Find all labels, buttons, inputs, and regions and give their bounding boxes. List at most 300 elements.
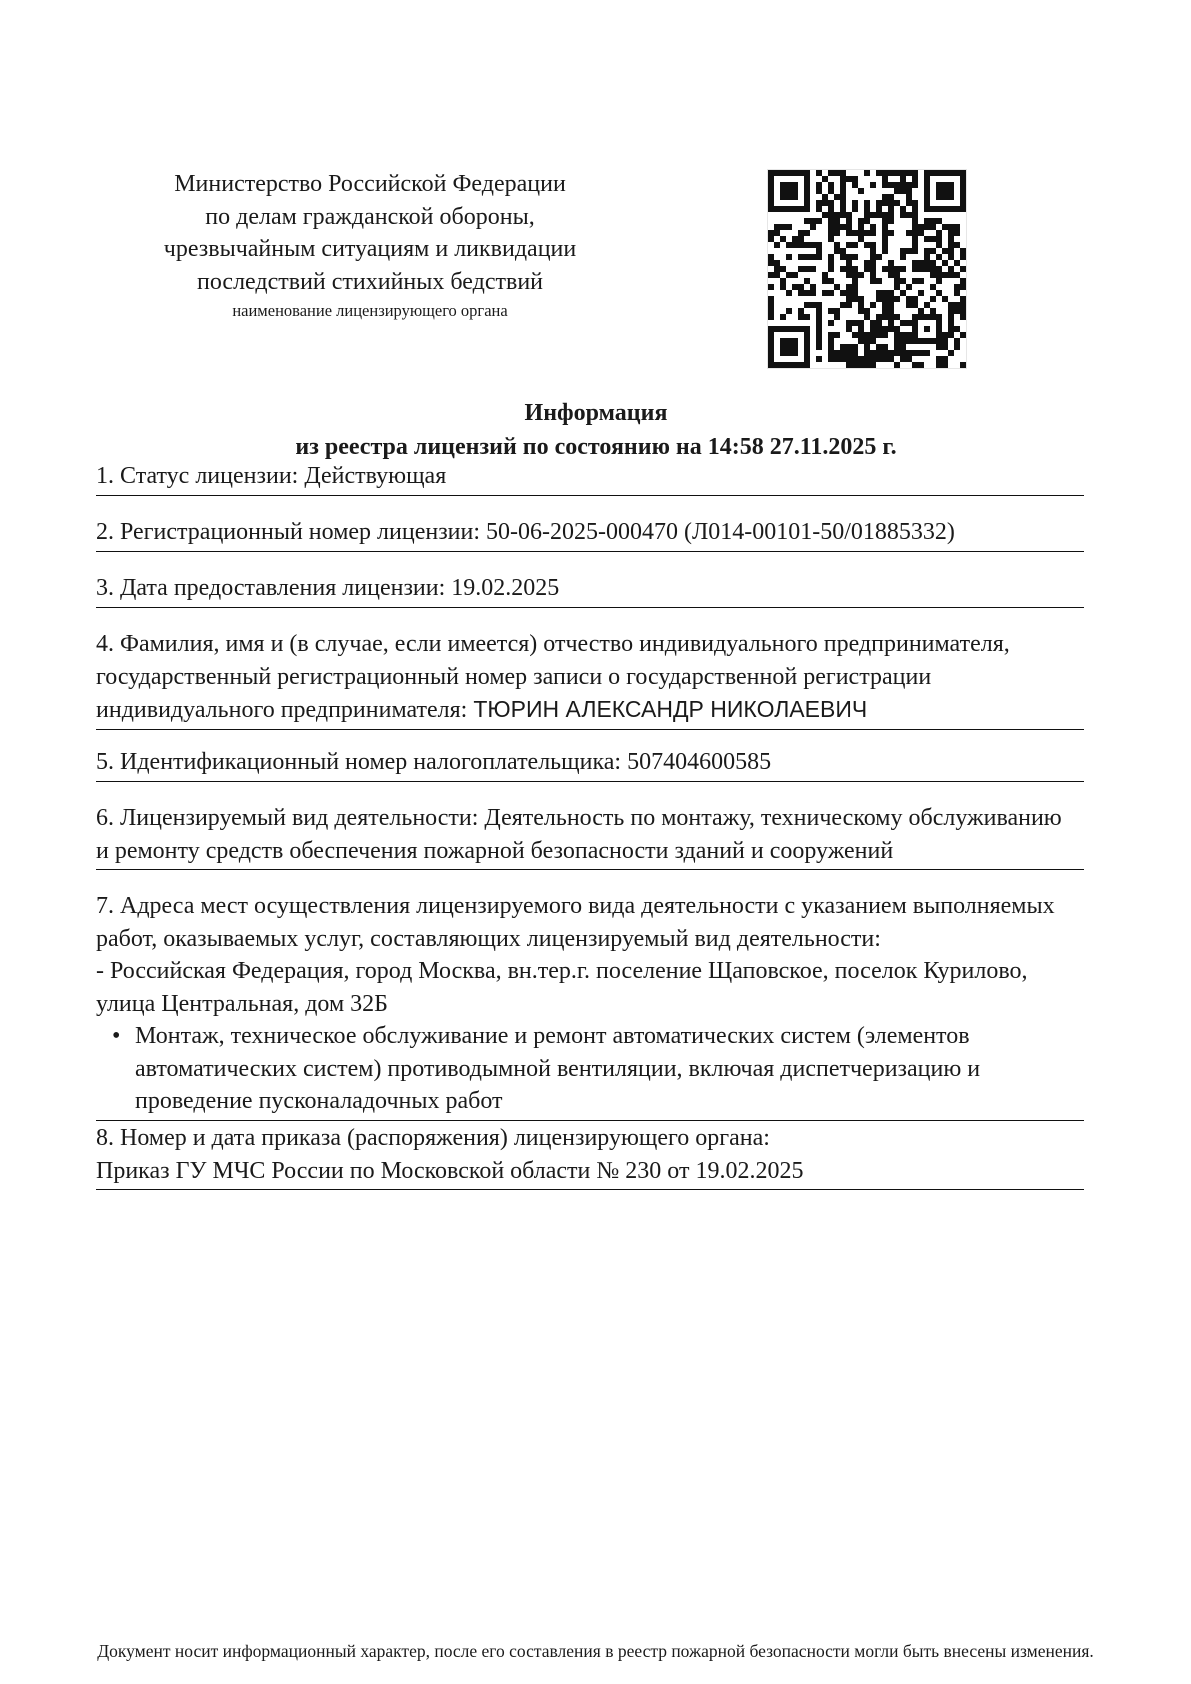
qr-module: [906, 182, 912, 188]
qr-module: [804, 176, 810, 182]
qr-module: [870, 182, 876, 188]
qr-module: [798, 266, 804, 272]
qr-module: [834, 248, 840, 254]
qr-module: [798, 284, 804, 290]
qr-module: [828, 260, 834, 266]
qr-module: [882, 218, 888, 224]
qr-module: [810, 218, 816, 224]
qr-module: [786, 182, 792, 188]
qr-module: [954, 290, 960, 296]
qr-module: [888, 296, 894, 302]
qr-module: [876, 254, 882, 260]
qr-module: [930, 170, 936, 176]
qr-module: [852, 332, 858, 338]
qr-module: [882, 290, 888, 296]
qr-module: [768, 344, 774, 350]
qr-module: [906, 332, 912, 338]
qr-module: [786, 344, 792, 350]
qr-module: [786, 254, 792, 260]
qr-module: [792, 284, 798, 290]
qr-module: [780, 224, 786, 230]
qr-module: [924, 194, 930, 200]
qr-module: [828, 338, 834, 344]
qr-module: [960, 302, 966, 308]
qr-module: [948, 248, 954, 254]
qr-module: [798, 254, 804, 260]
qr-module: [912, 248, 918, 254]
qr-module: [924, 218, 930, 224]
registration-number-value: 50-06-2025-000470 (Л014-00101-50/01885332): [486, 519, 955, 545]
qr-module: [912, 170, 918, 176]
qr-module: [912, 314, 918, 320]
qr-module: [792, 242, 798, 248]
qr-module: [924, 248, 930, 254]
qr-module: [960, 314, 966, 320]
qr-module: [894, 200, 900, 206]
qr-module: [846, 224, 852, 230]
qr-module: [906, 200, 912, 206]
qr-module: [930, 338, 936, 344]
licensing-authority: [120, 168, 620, 322]
qr-module: [774, 260, 780, 266]
qr-module: [828, 170, 834, 176]
qr-module: [852, 344, 858, 350]
qr-module: [954, 206, 960, 212]
qr-module: [864, 230, 870, 236]
qr-module: [834, 356, 840, 362]
qr-module: [882, 248, 888, 254]
qr-module: [924, 182, 930, 188]
qr-module: [840, 350, 846, 356]
qr-module: [768, 206, 774, 212]
qr-module: [912, 218, 918, 224]
qr-module: [804, 188, 810, 194]
qr-module: [906, 212, 912, 218]
qr-module: [846, 302, 852, 308]
qr-module: [936, 230, 942, 236]
qr-module: [858, 332, 864, 338]
qr-module: [780, 314, 786, 320]
qr-module: [822, 272, 828, 278]
qr-module: [912, 350, 918, 356]
authority-line-4: последствий стихийных бедствий: [196, 268, 544, 295]
qr-module: [828, 254, 834, 260]
qr-module: [948, 350, 954, 356]
qr-module: [804, 338, 810, 344]
qr-module: [804, 302, 810, 308]
qr-module: [768, 254, 774, 260]
qr-module: [822, 290, 828, 296]
qr-module: [900, 338, 906, 344]
qr-module: [900, 290, 906, 296]
qr-module: [852, 362, 858, 368]
qr-module: [936, 182, 942, 188]
authority-line-1: Министерство Российской Федерации: [174, 171, 566, 197]
qr-module: [780, 182, 786, 188]
qr-module: [822, 176, 828, 182]
qr-module: [888, 302, 894, 308]
qr-module: [948, 194, 954, 200]
qr-module: [804, 200, 810, 206]
qr-module: [942, 260, 948, 266]
qr-module: [900, 266, 906, 272]
qr-module: [948, 332, 954, 338]
qr-module: [816, 248, 822, 254]
qr-module: [912, 212, 918, 218]
qr-module: [768, 182, 774, 188]
order-field: [96, 1122, 1084, 1190]
qr-module: [768, 326, 774, 332]
qr-module: [930, 248, 936, 254]
qr-module: [888, 326, 894, 332]
qr-module: [870, 320, 876, 326]
qr-module: [786, 170, 792, 176]
qr-module: [888, 314, 894, 320]
qr-module: [960, 206, 966, 212]
qr-module: [804, 254, 810, 260]
qr-module: [786, 308, 792, 314]
qr-module: [936, 314, 942, 320]
qr-module: [834, 212, 840, 218]
qr-module: [906, 230, 912, 236]
qr-module: [834, 350, 840, 356]
qr-module: [792, 206, 798, 212]
qr-module: [930, 308, 936, 314]
qr-module: [942, 194, 948, 200]
qr-module: [852, 356, 858, 362]
qr-module: [894, 170, 900, 176]
qr-module: [924, 176, 930, 182]
qr-module: [900, 206, 906, 212]
qr-module: [852, 182, 858, 188]
qr-module: [888, 320, 894, 326]
qr-module: [960, 188, 966, 194]
qr-module: [792, 326, 798, 332]
qr-module: [900, 212, 906, 218]
qr-module: [774, 170, 780, 176]
qr-module: [864, 308, 870, 314]
qr-module: [936, 242, 942, 248]
qr-module: [846, 344, 852, 350]
qr-module: [894, 266, 900, 272]
addresses-line-1: 7. Адреса мест осуществления лицензируемого вида деятельности с указанием выполняемых: [96, 893, 1055, 919]
qr-module: [804, 194, 810, 200]
qr-module: [924, 266, 930, 272]
qr-module: [816, 302, 822, 308]
qr-module: [960, 194, 966, 200]
qr-module: [870, 332, 876, 338]
qr-module: [774, 266, 780, 272]
qr-module: [858, 362, 864, 368]
qr-module: [870, 266, 876, 272]
qr-module: [894, 314, 900, 320]
qr-module: [948, 182, 954, 188]
qr-module: [948, 302, 954, 308]
qr-module: [936, 326, 942, 332]
qr-module: [948, 314, 954, 320]
qr-module: [948, 230, 954, 236]
qr-module: [828, 350, 834, 356]
qr-module: [912, 242, 918, 248]
qr-module: [816, 206, 822, 212]
qr-module: [876, 278, 882, 284]
qr-module: [882, 176, 888, 182]
qr-module: [894, 344, 900, 350]
qr-module: [780, 350, 786, 356]
qr-module: [912, 200, 918, 206]
qr-module: [888, 260, 894, 266]
qr-module: [942, 332, 948, 338]
qr-module: [942, 224, 948, 230]
qr-module: [846, 272, 852, 278]
qr-module: [870, 212, 876, 218]
work-line-3: проведение пусконаладочных работ: [135, 1088, 503, 1114]
qr-module: [852, 272, 858, 278]
qr-module: [864, 362, 870, 368]
qr-module: [828, 278, 834, 284]
qr-module: [834, 314, 840, 320]
qr-module: [924, 170, 930, 176]
qr-module: [882, 200, 888, 206]
qr-module: [894, 296, 900, 302]
qr-module: [804, 218, 810, 224]
qr-module: [852, 320, 858, 326]
qr-module: [846, 284, 852, 290]
qr-module: [810, 302, 816, 308]
qr-module: [906, 338, 912, 344]
qr-module: [936, 356, 942, 362]
qr-module: [912, 362, 918, 368]
qr-module: [870, 254, 876, 260]
qr-module: [816, 218, 822, 224]
qr-module: [954, 284, 960, 290]
qr-module: [900, 332, 906, 338]
issue-date-label: 3. Дата предоставления лицензии:: [96, 575, 452, 601]
registration-number-label: 2. Регистрационный номер лицензии:: [96, 519, 487, 545]
qr-module: [906, 296, 912, 302]
qr-module: [768, 236, 774, 242]
qr-module: [918, 230, 924, 236]
qr-module: [858, 302, 864, 308]
qr-module: [840, 182, 846, 188]
qr-module: [864, 266, 870, 272]
qr-module: [912, 176, 918, 182]
qr-module: [816, 314, 822, 320]
qr-module: [912, 206, 918, 212]
activity-field: [96, 802, 1084, 870]
qr-module: [876, 206, 882, 212]
qr-module: [894, 182, 900, 188]
authority-line-2: по делам гражданской обороны,: [205, 203, 535, 230]
qr-module: [954, 326, 960, 332]
qr-module: [936, 332, 942, 338]
qr-module: [834, 230, 840, 236]
qr-module: [840, 200, 846, 206]
qr-module: [774, 326, 780, 332]
qr-module: [798, 242, 804, 248]
qr-module: [900, 248, 906, 254]
qr-module: [912, 278, 918, 284]
qr-module: [852, 230, 858, 236]
qr-module: [852, 266, 858, 272]
qr-module: [906, 188, 912, 194]
address-line-2: улица Центральная, дом 32Б: [96, 990, 388, 1017]
qr-module: [768, 188, 774, 194]
qr-module: [894, 284, 900, 290]
qr-module: [864, 332, 870, 338]
qr-module: [960, 362, 966, 368]
qr-module: [864, 218, 870, 224]
qr-module: [804, 242, 810, 248]
qr-module: [918, 314, 924, 320]
qr-module: [876, 350, 882, 356]
authority-line-3: чрезвычайным ситуациям и ликвидации: [163, 236, 577, 262]
qr-module: [948, 236, 954, 242]
qr-module: [768, 350, 774, 356]
qr-module: [828, 218, 834, 224]
qr-module: [804, 170, 810, 176]
qr-module: [816, 320, 822, 326]
qr-module: [954, 242, 960, 248]
qr-module: [882, 314, 888, 320]
qr-module: [930, 218, 936, 224]
qr-module: [900, 254, 906, 260]
qr-module: [942, 344, 948, 350]
qr-module: [852, 242, 858, 248]
qr-module: [870, 326, 876, 332]
qr-module: [912, 338, 918, 344]
qr-module: [816, 188, 822, 194]
qr-module: [804, 182, 810, 188]
qr-module: [936, 362, 942, 368]
qr-module: [936, 188, 942, 194]
qr-module: [852, 176, 858, 182]
qr-module: [960, 332, 966, 338]
qr-module: [906, 356, 912, 362]
qr-module: [798, 236, 804, 242]
disclaimer-footer: Документ носит информационный характер, после его составления в реестр пожарной безопасности могли быть внесены изменения.: [97, 1641, 1094, 1661]
qr-module: [804, 362, 810, 368]
qr-module: [894, 188, 900, 194]
qr-module: [768, 296, 774, 302]
qr-module: [954, 338, 960, 344]
qr-module: [954, 224, 960, 230]
qr-module: [834, 170, 840, 176]
qr-module: [828, 230, 834, 236]
qr-module: [900, 182, 906, 188]
qr-module: [870, 278, 876, 284]
qr-module: [828, 188, 834, 194]
qr-module: [846, 242, 852, 248]
qr-module: [888, 272, 894, 278]
qr-module: [948, 188, 954, 194]
qr-module: [906, 248, 912, 254]
qr-module: [888, 230, 894, 236]
qr-module: [900, 188, 906, 194]
work-list-item: [96, 1020, 1084, 1118]
qr-module: [876, 200, 882, 206]
qr-module: [930, 236, 936, 242]
qr-module: [768, 338, 774, 344]
qr-module: [924, 350, 930, 356]
qr-module: [960, 266, 966, 272]
qr-module: [834, 308, 840, 314]
qr-module: [906, 302, 912, 308]
qr-module: [846, 176, 852, 182]
qr-module: [960, 182, 966, 188]
qr-module: [930, 272, 936, 278]
entrepreneur-name-value: ТЮРИН АЛЕКСАНДР НИКОЛАЕВИЧ: [473, 696, 868, 722]
qr-module: [918, 290, 924, 296]
qr-module: [798, 314, 804, 320]
qr-module: [774, 206, 780, 212]
qr-module: [936, 290, 942, 296]
qr-module: [936, 254, 942, 260]
qr-module: [864, 200, 870, 206]
qr-module: [792, 236, 798, 242]
qr-module: [780, 344, 786, 350]
qr-module: [882, 230, 888, 236]
qr-module: [924, 206, 930, 212]
qr-module: [786, 224, 792, 230]
qr-module: [786, 326, 792, 332]
qr-module: [810, 284, 816, 290]
qr-module: [840, 302, 846, 308]
qr-module: [942, 170, 948, 176]
qr-module: [912, 332, 918, 338]
qr-module: [798, 170, 804, 176]
qr-module: [816, 356, 822, 362]
qr-module: [918, 260, 924, 266]
qr-module: [786, 206, 792, 212]
qr-module: [882, 266, 888, 272]
qr-module: [894, 272, 900, 278]
qr-module: [810, 224, 816, 230]
qr-module: [834, 224, 840, 230]
qr-module: [858, 338, 864, 344]
qr-module: [948, 242, 954, 248]
qr-module: [948, 254, 954, 260]
qr-module: [828, 266, 834, 272]
qr-module: [924, 338, 930, 344]
qr-module: [768, 302, 774, 308]
qr-module: [834, 218, 840, 224]
qr-module: [858, 296, 864, 302]
qr-module: [948, 170, 954, 176]
qr-module: [870, 338, 876, 344]
qr-module: [912, 320, 918, 326]
qr-module: [960, 248, 966, 254]
qr-module: [936, 344, 942, 350]
qr-module: [954, 170, 960, 176]
qr-module: [882, 356, 888, 362]
document-title: Информация: [524, 400, 668, 426]
qr-module: [942, 248, 948, 254]
qr-module: [936, 272, 942, 278]
qr-module: [924, 260, 930, 266]
qr-module: [960, 278, 966, 284]
qr-module: [768, 314, 774, 320]
qr-module: [852, 278, 858, 284]
qr-module: [888, 218, 894, 224]
issue-date-field: [96, 572, 1084, 608]
qr-module: [798, 206, 804, 212]
qr-module: [882, 212, 888, 218]
qr-module: [906, 320, 912, 326]
qr-module: [930, 224, 936, 230]
qr-module: [846, 326, 852, 332]
qr-module: [888, 194, 894, 200]
